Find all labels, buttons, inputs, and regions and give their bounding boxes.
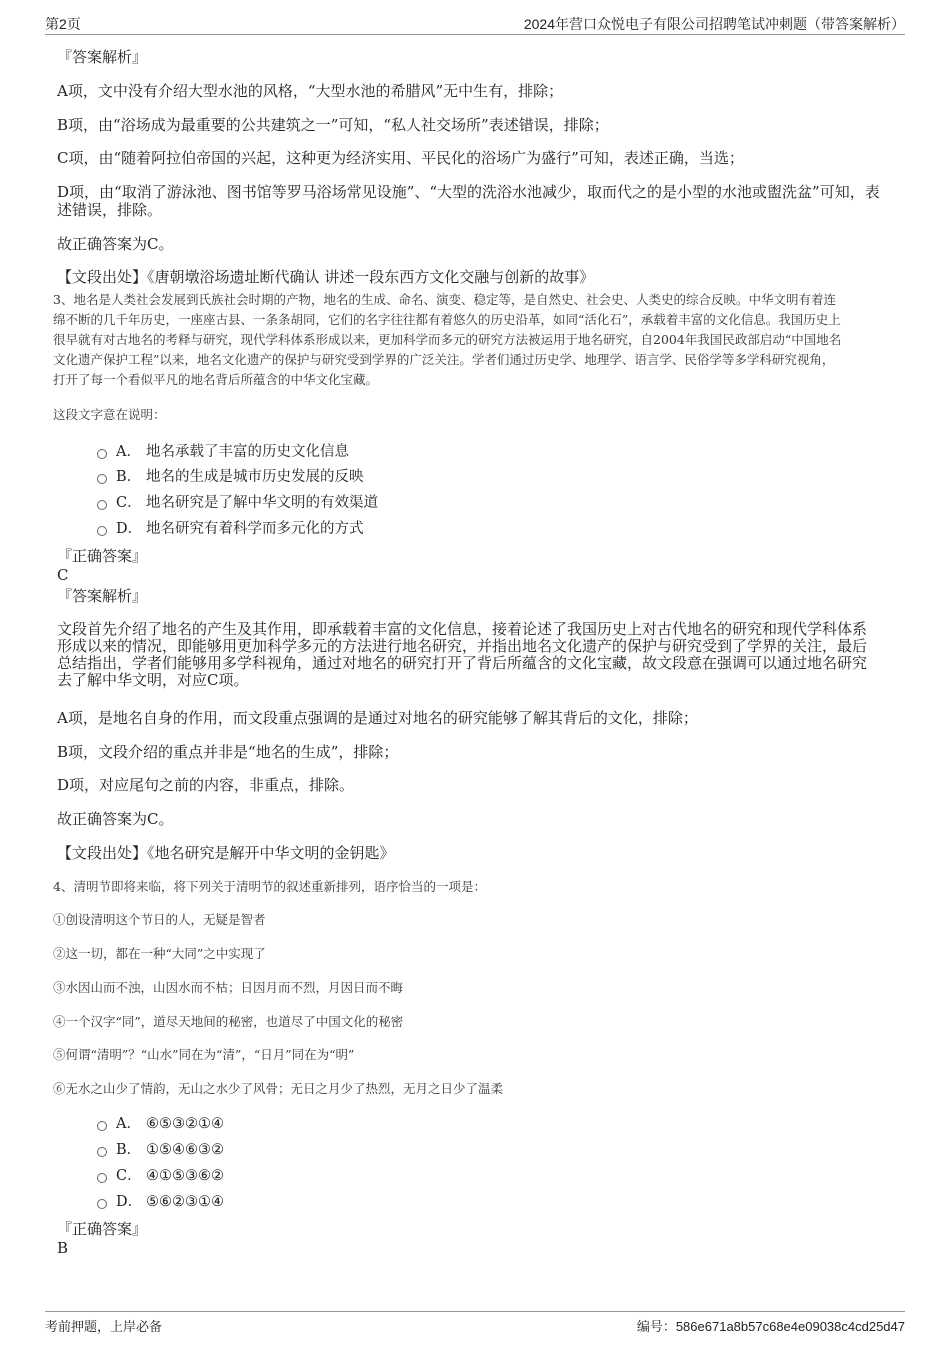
analysis-item-c: C项，由“随着阿拉伯帝国的兴起，这种更为经济实用、平民化的浴场广为盛行”可知，表述正确，当选；	[57, 149, 744, 167]
document-title: 2024年营口众悦电子有限公司招聘笔试冲刺题（带答案解析）	[523, 16, 905, 32]
stem-line: 绵不断的几千年历史，一座座古县、一条条胡同，它们的名字往往都有着悠久的历史沿革，如同“活化石”，承载着丰富的文化信息。我国历史上	[53, 312, 841, 327]
source-citation: 【文段出处】《地名研究是解开中华文明的金钥匙》	[57, 844, 395, 862]
option-b[interactable]	[97, 468, 697, 486]
question-3-stem	[53, 290, 898, 390]
stem-line: 3、地名是人类社会发展到氏族社会时期的产物，地名的生成、命名、演变、稳定等，是自然史、社会史、人类史的综合反映。中华文明有着连	[53, 292, 836, 307]
radio-icon[interactable]	[97, 500, 107, 510]
option-letter: B．	[116, 469, 142, 485]
option-c[interactable]	[97, 494, 697, 512]
analysis-line: 去了解中华文明，对应C项。	[57, 671, 249, 689]
page-footer	[45, 1311, 905, 1336]
document-id: 编号：586e671a8b57c68e4e09038c4cd25d47	[636, 1319, 905, 1334]
option-text: 地名承载了丰富的历史文化信息	[146, 444, 349, 460]
option-text: ①⑤④⑥③②	[146, 1142, 224, 1158]
analysis-item-b: B项，文段介绍的重点并非是“地名的生成”，排除；	[57, 743, 399, 761]
radio-icon[interactable]	[97, 1173, 107, 1183]
question-3-prompt: 这段文字意在说明：	[53, 407, 166, 422]
option-d[interactable]	[97, 1193, 697, 1211]
sentence-item: ③水因山而不浊，山因水而不枯；日因月而不烈，月因日而不晦	[53, 980, 404, 995]
option-text: 地名研究有着科学而多元化的方式	[146, 521, 364, 537]
analysis-line: 文段首先介绍了地名的产生及其作用，即承载着丰富的文化信息，接着论述了我国历史上对古代地名的研究和现代学科体系	[57, 620, 868, 638]
source-citation: 【文段出处】《唐朝墩浴场遗址断代确认 讲述一段东西方文化交融与创新的故事》	[57, 268, 595, 286]
analysis-paragraph	[57, 621, 887, 689]
analysis-item-a: A项，是地名自身的作用，而文段重点强调的是通过对地名的研究能够了解其背后的文化，排除；	[57, 709, 698, 727]
analysis-title: 『答案解析』	[57, 48, 148, 66]
option-letter: C．	[116, 495, 142, 511]
stem-line: 打开了每一个看似平凡的地名背后所蕴含的中华文化宝藏。	[53, 372, 379, 387]
sentence-item: ⑤何谓“清明”？“山水”同在为“清”，“日月”同在为“明”	[53, 1047, 355, 1062]
stem-line: 文化遗产保护工程”以来，地名文化遗产的保护与研究受到学界的广泛关注。学者们通过历史学、地理学、语言学、民俗学等多学科研究视角，	[53, 352, 835, 367]
radio-icon[interactable]	[97, 474, 107, 484]
question-4-stem: 4、清明节即将来临，将下列关于清明节的叙述重新排列，语序恰当的一项是：	[53, 879, 486, 894]
option-b[interactable]	[97, 1141, 697, 1159]
page-header	[45, 14, 905, 35]
footer-slogan: 考前押题，上岸必备	[45, 1319, 163, 1334]
analysis-item-d-line1: D项，由“取消了游泳池、图书馆等罗马浴场常见设施”、“大型的洗浴水池减少，取而代之的是小型的水池或盥洗盆”可知，表	[57, 183, 880, 201]
correct-answer: C	[57, 566, 69, 584]
option-letter: A．	[116, 1116, 141, 1132]
page-number: 第2页	[45, 16, 81, 32]
sentence-item: ④一个汉字“同”，道尽天地间的秘密，也道尽了中国文化的秘密	[53, 1014, 404, 1029]
stem-line: 很早就有对古地名的考释与研究，现代学科体系形成以来，更加科学而多元的研究方法被运用于地名研究，自2004年我国民政部启动“中国地名	[53, 332, 842, 347]
analysis-item-d-line2: 述错误，排除。	[57, 201, 163, 219]
option-d[interactable]	[97, 520, 697, 538]
radio-icon[interactable]	[97, 449, 107, 459]
analysis-line: 形成以来的情况，即能够用更加科学多元的方法进行地名研究，并指出地名文化遗产的保护与研究受到了学界的关注，最后	[57, 637, 868, 655]
option-text: 地名的生成是城市历史发展的反映	[146, 469, 364, 485]
option-c[interactable]	[97, 1167, 697, 1185]
correct-answer: B	[57, 1239, 69, 1257]
sentence-item: ①创设清明这个节日的人，无疑是智者	[53, 912, 266, 927]
option-letter: A．	[116, 444, 141, 460]
radio-icon[interactable]	[97, 1147, 107, 1157]
correct-answer-title: 『正确答案』	[57, 547, 148, 565]
sentence-item: ⑥无水之山少了情韵，无山之水少了风骨；无日之月少了热烈，无月之日少了温柔	[53, 1081, 504, 1096]
option-text: 地名研究是了解中华文明的有效渠道	[146, 495, 378, 511]
radio-icon[interactable]	[97, 1199, 107, 1209]
analysis-line: 总结指出，学者们能够用多学科视角，通过对地名的研究打开了背后所蕴含的文化宝藏，故文段意在强调可以通过地名研究	[57, 654, 868, 672]
analysis-item-a: A项，文中没有介绍大型水池的风格，“大型水池的希腊风”无中生有，排除；	[57, 82, 564, 100]
analysis-item-d: D项，对应尾句之前的内容，非重点，排除。	[57, 776, 355, 794]
conclusion: 故正确答案为C。	[57, 235, 174, 253]
radio-icon[interactable]	[97, 526, 107, 536]
option-letter: C．	[116, 1168, 142, 1184]
option-a[interactable]	[97, 443, 697, 461]
option-text: ⑥⑤③②①④	[146, 1116, 224, 1132]
conclusion: 故正确答案为C。	[57, 810, 174, 828]
analysis-item-b: B项，由“浴场成为最重要的公共建筑之一”可知，“私人社交场所”表述错误，排除；	[57, 116, 609, 134]
analysis-title: 『答案解析』	[57, 587, 148, 605]
option-letter: D．	[116, 1194, 143, 1210]
sentence-item: ②这一切，都在一种“大同”之中实现了	[53, 946, 266, 961]
option-letter: D．	[116, 521, 143, 537]
option-letter: B．	[116, 1142, 142, 1158]
option-text: ⑤⑥②③①④	[146, 1194, 224, 1210]
correct-answer-title: 『正确答案』	[57, 1220, 148, 1238]
radio-icon[interactable]	[97, 1121, 107, 1131]
option-text: ④①⑤③⑥②	[146, 1168, 224, 1184]
option-a[interactable]	[97, 1115, 697, 1133]
